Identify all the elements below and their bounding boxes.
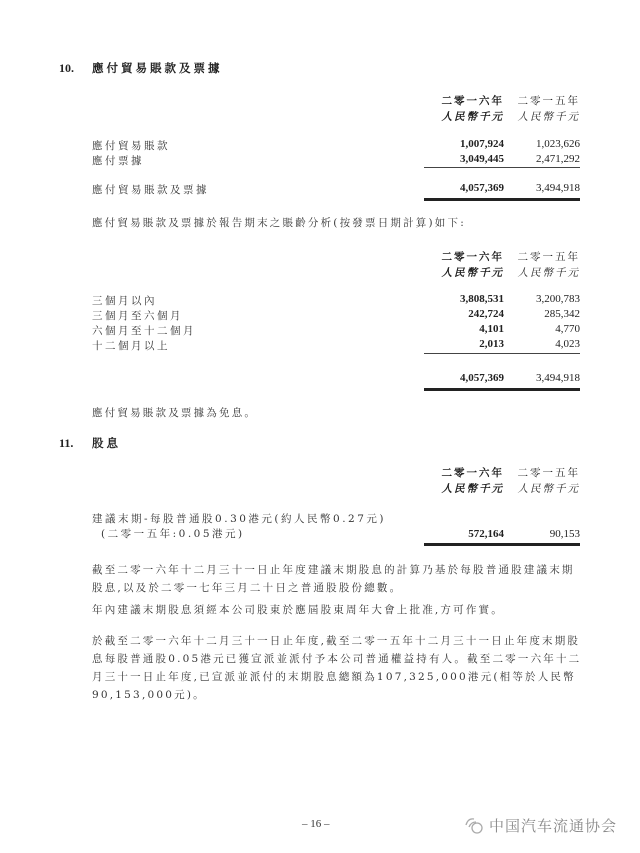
subtotal-rule [424,167,504,168]
section-11-number: 11. [59,436,74,450]
dividend-calculation-paragraph: 截至二零一六年十二月三十一日止年度建議末期股息的計算乃基於每股普通股建議末期股息,以及於二零一七年三月二十日之普通股股份總數。 [92,564,575,594]
value-2015: 3,200,783 [536,293,580,305]
col-header-2016 [424,93,504,125]
col-unit-2016: 人民幣千元 [441,111,504,123]
col-header-2015 [500,249,580,281]
col-unit-2016: 人民幣千元 [441,483,504,495]
value-2016: 2,013 [479,338,504,350]
subtotal-rule [500,353,580,354]
section-10-number: 10. [59,61,74,75]
total-rule [424,198,504,201]
dividend-row-label-line1: 建議末期-每股普通股0.30港元(約人民幣0.27元) [92,513,386,525]
value-2016: 4,101 [479,323,504,335]
aging-row-label: 三個月以內 [92,295,157,307]
total-rule [500,543,580,546]
value-2016: 3,049,445 [460,153,504,165]
aging-intro-text: 應付貿易賬款及票據於報告期末之賬齡分析(按發票日期計算)如下: [92,217,466,229]
dividend-approval-paragraph: 年內建議末期股息須經本公司股東於應屆股東周年大會上批准,方可作實。 [92,604,504,616]
value-2016: 3,808,531 [460,293,504,305]
row-label-total: 應付貿易賬款及票據 [92,184,209,196]
row-label-bills-payable: 應付票據 [92,155,144,167]
col-year-2015: 二零一五年 [517,467,580,479]
col-unit-2016: 人民幣千元 [441,267,504,279]
col-year-2016: 二零一六年 [441,95,504,107]
section-10-title: 應付貿易賬款及票據 [92,61,223,75]
section-11-title: 股息 [92,436,121,450]
value-2015: 2,471,292 [536,153,580,165]
col-year-2016: 二零一六年 [441,251,504,263]
value-2015: 4,770 [555,323,580,335]
subtotal-rule [424,353,504,354]
col-header-2015 [500,465,580,497]
col-year-2015: 二零一五年 [517,251,580,263]
aging-row-label: 十二個月以上 [92,340,170,352]
col-header-2015 [500,93,580,125]
row-label-trade-payables: 應付貿易賬款 [92,140,170,152]
total-rule [424,543,504,546]
total-2016: 4,057,369 [460,182,504,194]
total-2015: 3,494,918 [536,182,580,194]
page-number: – 16 – [302,818,330,830]
col-header-2016 [424,249,504,281]
col-unit-2015: 人民幣千元 [517,483,580,495]
watermark-text: 中国汽车流通协会 [489,817,618,835]
value-2016: 242,724 [468,308,504,320]
col-year-2016: 二零一六年 [441,467,504,479]
col-unit-2015: 人民幣千元 [517,267,580,279]
dividend-row-label-line2: (二零一五年:0.05港元) [101,528,245,540]
interest-free-note: 應付貿易賬款及票據為免息。 [92,407,258,419]
value-2016: 1,007,924 [460,138,504,150]
value-2015: 285,342 [544,308,580,320]
total-rule [500,198,580,201]
col-year-2015: 二零一五年 [517,95,580,107]
col-unit-2015: 人民幣千元 [517,111,580,123]
value-2015: 1,023,626 [536,138,580,150]
total-2016: 4,057,369 [460,372,504,384]
dividend-2015: 90,153 [549,528,580,540]
dividend-paid-paragraph: 於截至二零一六年十二月三十一日止年度,截至二零一五年十二月三十一日止年度末期股息每股普通股0.05港元已獲宣派並派付予本公司普通權益持有人。截至二零一六年十二月三十一日止年度,已宣派並派付的末期股息總額為107,325,000港元(相等於人民幣90,153,000元)。 [92,635,582,701]
subtotal-rule [500,167,580,168]
value-2015: 4,023 [555,338,580,350]
aging-row-label: 六個月至十二個月 [92,325,196,337]
aging-row-label: 三個月至六個月 [92,310,183,322]
total-rule [424,388,504,391]
dividend-2016: 572,164 [468,528,504,540]
total-rule [500,388,580,391]
total-2015: 3,494,918 [536,372,580,384]
wechat-logo-icon [463,815,485,835]
col-header-2016 [424,465,504,497]
